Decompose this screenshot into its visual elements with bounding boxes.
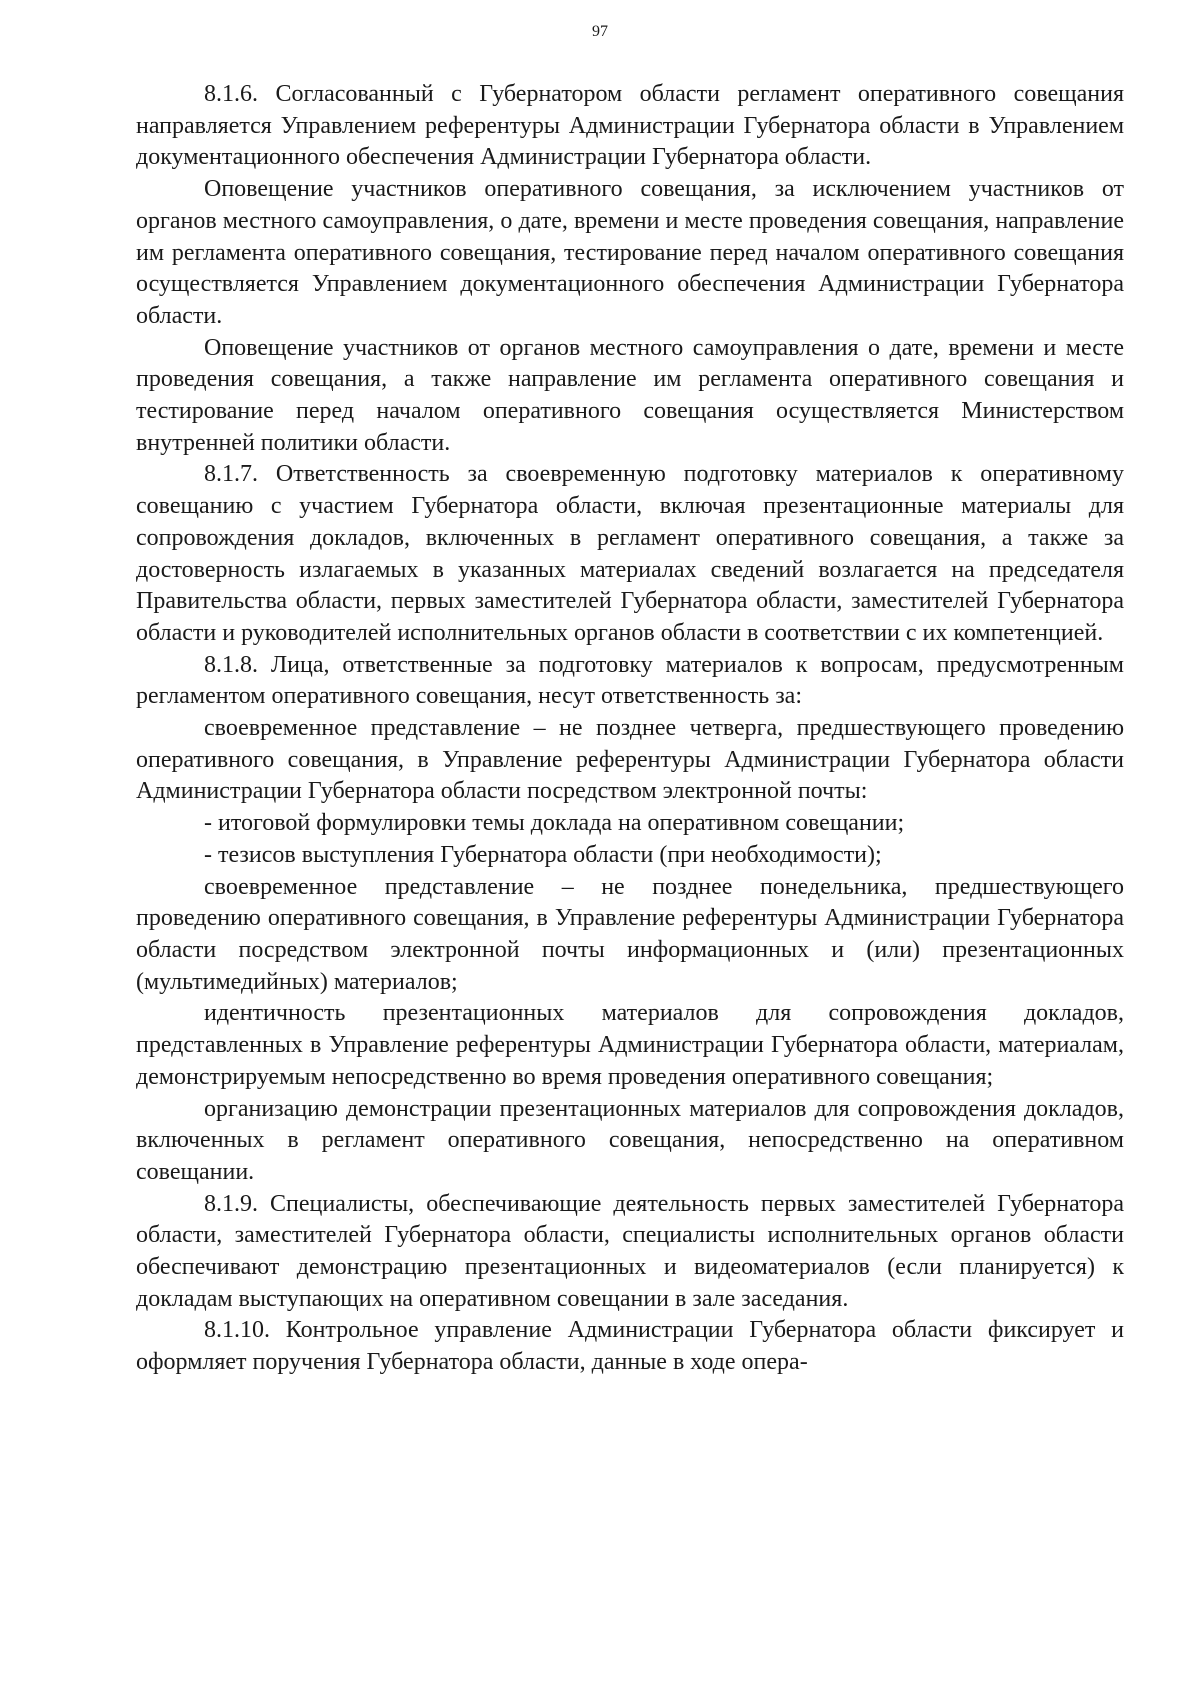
paragraph-identity-of-materials: идентичность презентационных материалов для сопровождения докладов, представленных в Управление референтуры Администрации Губернатора области, материалам, демонстрируемым непосредственно во время проведения оперативного совещания; (136, 1000, 1124, 1090)
paragraph-demonstration-organization: организацию демонстрации презентационных материалов для сопровождения докладов, включенных в регламент оперативного совещания, непосредственно на оперативном совещании. (136, 1095, 1124, 1185)
paragraph-8-1-7: 8.1.7. Ответственность за своевременную подготовку материалов к оперативному совещанию с участием Губернатора области, включая презентационные материалы для сопровождения докладов, включенных в регламент оперативного совещания, а также за достоверность излагаемых в указанных материалах сведений возлагается на председателя Правительства области, первых заместителей Губернатора области, заместителей Губернатора области и руководителей исполнительных органов области в соответствии с их компетенцией. (136, 461, 1124, 646)
paragraph-8-1-6: 8.1.6. Согласованный с Губернатором области регламент оперативного совещания направляется Управлением референтуры Администрации Губернатора области в Управлением документационного обеспечения Администрации Губернатора области. (136, 81, 1124, 171)
list-item-speech-theses: - тезисов выступления Губернатора области (при необходимости); (204, 841, 882, 868)
paragraph-notification-participants: Оповещение участников оперативного совещания, за исключением участников от органов местного самоуправления, о дате, времени и месте проведения совещания, направление им регламента оперативного совещания, тестирование перед началом оперативного совещания осуществляется Управлением документационного обеспечения Администрации Губернатора области. (136, 176, 1124, 329)
paragraph-notification-local-government: Оповещение участников от органов местного самоуправления о дате, времени и месте проведения совещания, а также направление им регламента оперативного совещания и тестирование перед началом оперативного совещания осуществляется Министерством внутренней политики области. (136, 334, 1124, 456)
document-text-body (136, 79, 1124, 1379)
page-number: 97 (592, 23, 608, 40)
list-item-final-wording: - итоговой формулировки темы доклада на оперативном совещании; (204, 810, 905, 837)
paragraph-timely-submission-thursday: своевременное представление – не позднее четверга, предшествующего проведению оперативного совещания, в Управление референтуры Администрации Губернатора области Администрации Губернатора области посредством электронной почты: (136, 715, 1124, 805)
paragraph-timely-submission-monday: своевременное представление – не позднее понедельника, предшествующего проведению оперативного совещания, в Управление референтуры Администрации Губернатора области посредством электронной почты информационных и (или) презентационных (мультимедийных) материалов; (136, 873, 1124, 995)
paragraph-8-1-10: 8.1.10. Контрольное управление Администрации Губернатора области фиксирует и оформляет поручения Губернатора области, данные в ходе опера- (136, 1317, 1124, 1376)
paragraph-8-1-9: 8.1.9. Специалисты, обеспечивающие деятельность первых заместителей Губернатора области, заместителей Губернатора области, специалисты исполнительных органов области обеспечивают демонстрацию презентационных и видеоматериалов (если планируется) к докладам выступающих на оперативном совещании в зале заседания. (136, 1190, 1124, 1312)
paragraph-8-1-8: 8.1.8. Лица, ответственные за подготовку материалов к вопросам, предусмотренным регламентом оперативного совещания, несут ответственность за: (136, 651, 1124, 710)
